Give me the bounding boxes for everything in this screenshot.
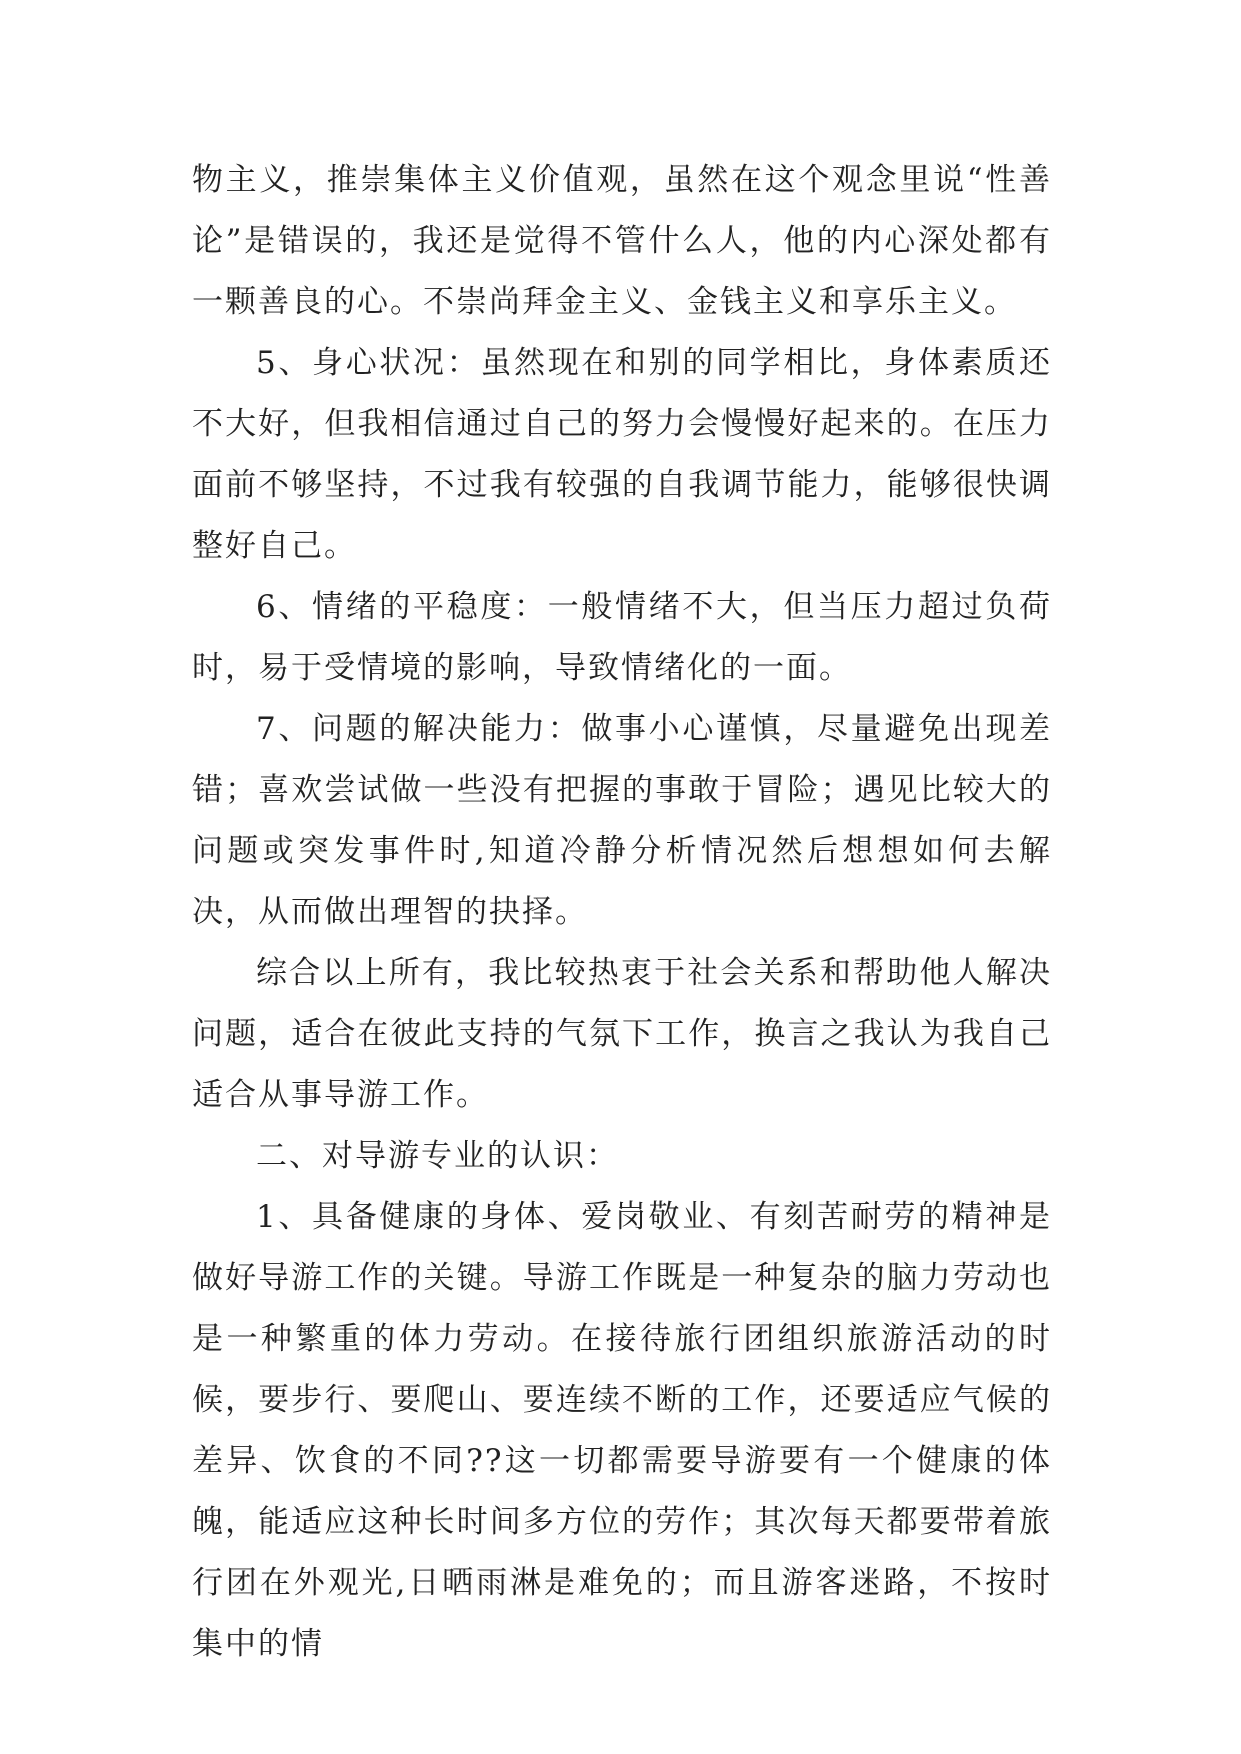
paragraph-summary: 综合以上所有，我比较热衷于社会关系和帮助他人解决问题，适合在彼此支持的气氛下工作，换言之我认为我自己适合从事导游工作。 <box>192 955 1052 1113</box>
body-text <box>192 150 1052 1675</box>
paragraph-health-dedication: 1、具备健康的身体、爱岗敬业、有刻苦耐劳的精神是做好导游工作的关键。导游工作既是一种复杂的脑力劳动也是一种繁重的体力劳动。在接待旅行团组织旅游活动的时候，要步行、要爬山、要连续不断的工作，还要适应气候的差异、饮食的不同??这一切都需要导游要有一个健康的体魄，能适应这种长时间多方位的劳作；其次每天都要带着旅行团在外观光,日晒雨淋是难免的；而且游客迷路，不按时集中的情 <box>192 1199 1052 1662</box>
paragraph-problem-solving: 7、问题的解决能力：做事小心谨慎，尽量避免出现差错；喜欢尝试做一些没有把握的事敢于冒险；遇见比较大的问题或突发事件时,知道冷静分析情况然后想想如何去解决，从而做出理智的抉择。 <box>192 711 1052 930</box>
section-heading-tour-guide: 二、对导游专业的认识： <box>256 1138 619 1174</box>
paragraph-emotional-stability: 6、情绪的平稳度：一般情绪不大，但当压力超过负荷时，易于受情境的影响，导致情绪化的一面。 <box>192 589 1052 686</box>
paragraph-continuation: 物主义，推崇集体主义价值观，虽然在这个观念里说“性善论”是错误的，我还是觉得不管什么人，他的内心深处都有一颗善良的心。不崇尚拜金主义、金钱主义和享乐主义。 <box>192 162 1052 320</box>
paragraph-physical-mental-status: 5、身心状况：虽然现在和别的同学相比，身体素质还不大好，但我相信通过自己的努力会慢慢好起来的。在压力面前不够坚持，不过我有较强的自我调节能力，能够很快调整好自己。 <box>192 345 1052 564</box>
